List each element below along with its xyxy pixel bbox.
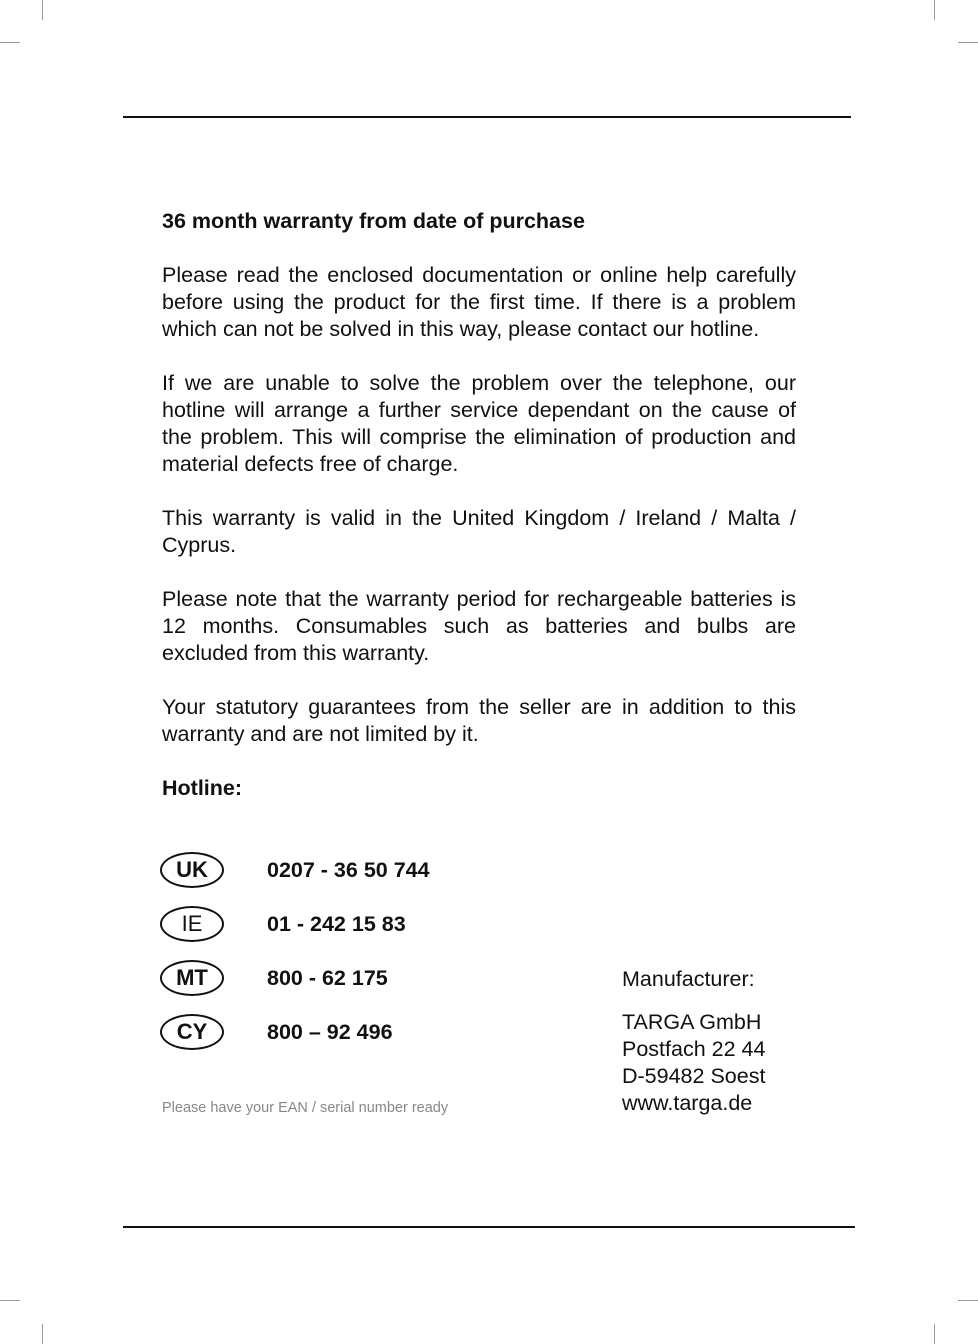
hotline-entry-mt bbox=[160, 958, 388, 998]
country-badge-mt: MT bbox=[160, 960, 224, 996]
warranty-paragraph: Please note that the warranty period for rechargeable batteries is 12 months. Consumables such as batteries and bulbs are excluded from this warranty. bbox=[162, 587, 796, 665]
warranty-heading: 36 month warranty from date of purchase bbox=[162, 209, 585, 233]
hotline-entry-ie bbox=[160, 904, 406, 944]
warranty-paragraph: This warranty is valid in the United Kingdom / Ireland / Malta / Cyprus. bbox=[162, 506, 796, 557]
manufacturer-street: Postfach 22 44 bbox=[622, 1037, 766, 1061]
crop-mark bbox=[934, 1324, 935, 1344]
manufacturer-label: Manufacturer: bbox=[622, 967, 755, 991]
warranty-section bbox=[162, 208, 796, 802]
serial-number-note: Please have your EAN / serial number ready bbox=[162, 1100, 449, 1116]
manufacturer-city: D-59482 Soest bbox=[622, 1064, 766, 1088]
crop-mark bbox=[42, 1324, 43, 1344]
country-badge-uk: UK bbox=[160, 852, 224, 888]
manufacturer-website: www.targa.de bbox=[622, 1091, 753, 1115]
hotline-number-ie: 01 - 242 15 83 bbox=[267, 911, 406, 936]
hotline-number-mt: 800 - 62 175 bbox=[267, 965, 388, 990]
warranty-paragraph: Please read the enclosed documentation or online help carefully before using the product for the first time. If there is a problem which can not be solved in this way, please contact our hotline. bbox=[162, 263, 796, 341]
crop-mark bbox=[0, 42, 20, 43]
manufacturer-block bbox=[622, 966, 765, 1117]
crop-mark bbox=[934, 0, 935, 20]
crop-mark bbox=[958, 42, 978, 43]
crop-mark bbox=[42, 0, 43, 20]
warranty-paragraph: Your statutory guarantees from the seller are in addition to this warranty and are not limited by it. bbox=[162, 695, 796, 746]
hotline-title: Hotline: bbox=[162, 776, 243, 800]
crop-mark bbox=[0, 1300, 20, 1301]
hotline-number-uk: 0207 - 36 50 744 bbox=[267, 857, 430, 882]
header-rule bbox=[123, 116, 851, 118]
warranty-paragraph: If we are unable to solve the problem over the telephone, our hotline will arrange a further service dependant on the cause of the problem. This will comprise the elimination of production and material defects free of charge. bbox=[162, 371, 796, 476]
manufacturer-name: TARGA GmbH bbox=[622, 1010, 762, 1034]
hotline-entry-cy bbox=[160, 1012, 393, 1052]
country-badge-cy: CY bbox=[160, 1014, 224, 1050]
hotline-entry-uk bbox=[160, 850, 430, 890]
hotline-number-cy: 800 – 92 496 bbox=[267, 1019, 393, 1044]
country-badge-ie: IE bbox=[160, 906, 224, 942]
crop-mark bbox=[958, 1300, 978, 1301]
footer-rule bbox=[123, 1226, 855, 1228]
